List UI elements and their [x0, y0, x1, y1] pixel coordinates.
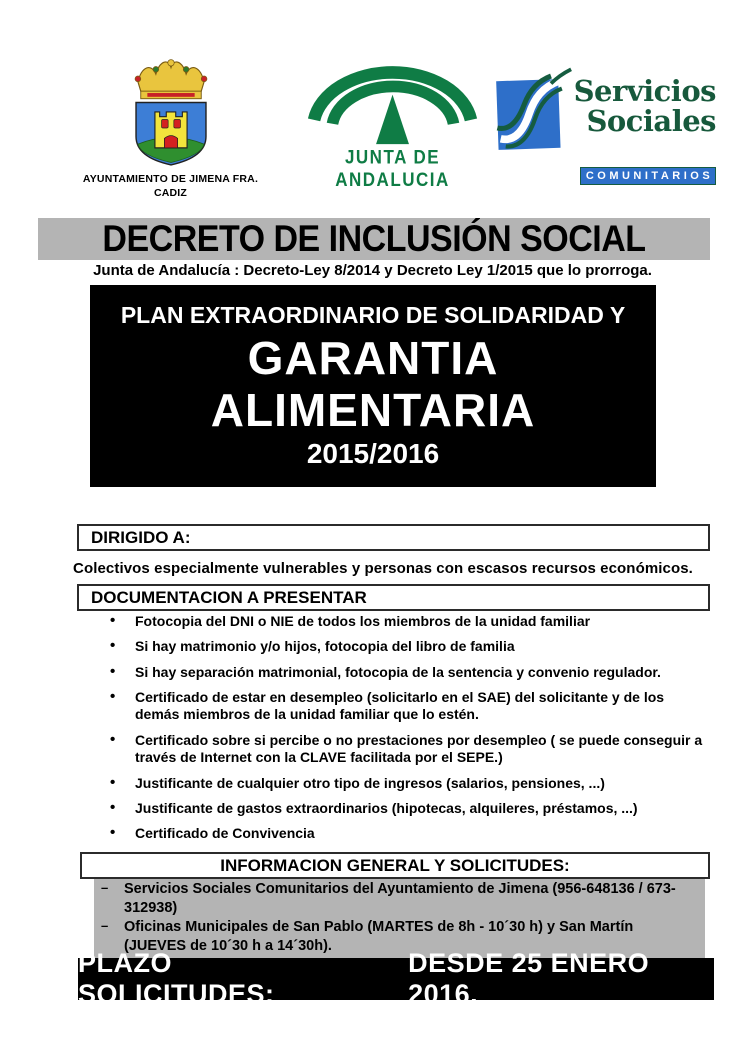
list-item: – Oficinas Municipales de San Pablo (MARTES de 8h - 10´30 h) y San Martín (JUEVES de 10´30 h a 14´30h). [94, 918, 695, 956]
plazo-date: DESDE 25 ENERO 2016. [408, 948, 650, 1009]
list-item: – Servicios Sociales Comunitarios del Ayuntamiento de Jimena (956-648136 / 673-312938) [94, 880, 695, 918]
servicios-sociales-logo [494, 60, 716, 185]
list-item: • Fotocopia del DNI o NIE de todos los miembros de la unidad familiar [102, 613, 706, 630]
junta-caption: JUNTA DE ANDALUCIA [335, 146, 450, 191]
list-item: • Si hay matrimonio y/o hijos, fotocopia del libro de familia [102, 638, 706, 655]
junta-de-andalucia-logo [300, 54, 485, 189]
subtitle: Junta de Andalucía : Decreto-Ley 8/2014 y Decreto Ley 1/2015 que lo prorroga. [93, 262, 652, 279]
title-banner [38, 218, 710, 260]
comunitarios-banner: COMUNITARIOS [580, 167, 716, 185]
junta-arcs-icon [307, 54, 479, 146]
list-item: • Si hay separación matrimonial, fotocopia de la sentencia y convenio regulador. [102, 664, 706, 681]
plan-line3: ALIMENTARIA [210, 383, 536, 436]
servicios-wordmark-line2: Sociales [586, 104, 716, 139]
jimena-coat-of-arms-icon [119, 52, 223, 170]
informacion-heading-box [80, 852, 710, 879]
page-title: DECRETO DE INCLUSIÓN SOCIAL [102, 217, 646, 259]
documentacion-heading-box [77, 584, 710, 611]
informacion-heading: INFORMACION GENERAL Y SOLICITUDES: [220, 855, 570, 875]
servicios-wordmark-line1: Servicios [573, 74, 716, 108]
documentacion-heading: DOCUMENTACION A PRESENTAR [91, 587, 367, 607]
dirigido-heading-box [77, 524, 710, 551]
list-item: • Certificado de estar en desempleo (solicitarlo en el SAE) del solicitante y de los demás miembros de la unidad familiar que lo estén. [102, 689, 706, 724]
plazo-banner [78, 948, 714, 1009]
documentacion-list [102, 613, 706, 851]
waves-logo-icon [494, 60, 574, 164]
dirigido-heading: DIRIGIDO A: [91, 527, 191, 547]
ayuntamiento-logo [78, 52, 263, 200]
list-item: • Certificado de Convivencia [102, 825, 706, 842]
dirigido-description: Colectivos especialmente vulnerables y personas con escasos recursos económicos. [73, 560, 693, 577]
ayuntamiento-caption-line2: CADIZ [153, 187, 188, 200]
plan-line4: 2015/2016 [306, 438, 440, 470]
plazo-label: PLAZO SOLICITUDES: [78, 948, 275, 1009]
list-item: • Justificante de gastos extraordinarios (hipotecas, alquileres, préstamos, ...) [102, 800, 706, 817]
list-item: • Justificante de cualquier otro tipo de ingresos (salarios, pensiones, ...) [102, 775, 706, 792]
list-item: • Certificado sobre si percibe o no prestaciones por desempleo ( se puede conseguir a través de Internet con la CLAVE facilitada por el SEPE.) [102, 732, 706, 767]
ayuntamiento-caption-line1: AYUNTAMIENTO DE JIMENA FRA. [82, 173, 259, 185]
plan-box [90, 285, 656, 487]
plan-line2: GARANTIA [247, 331, 499, 384]
plan-line1: PLAN EXTRAORDINARIO DE SOLIDARIDAD Y [120, 301, 626, 328]
